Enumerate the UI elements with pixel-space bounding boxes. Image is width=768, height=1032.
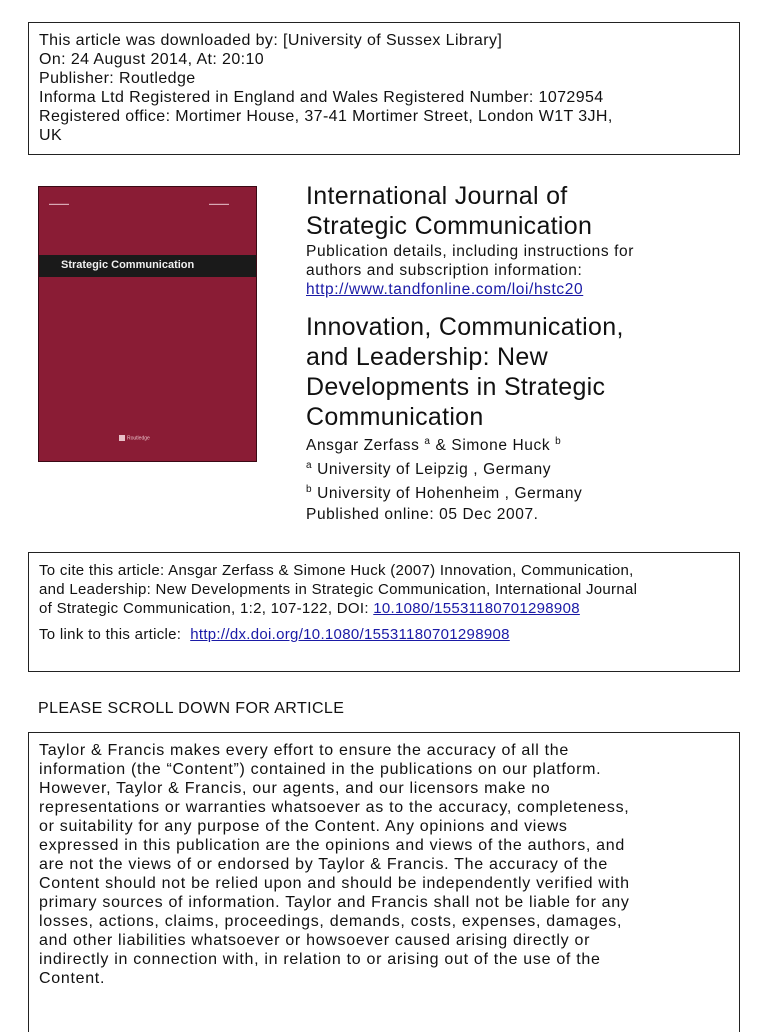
article-doi-url-link[interactable]: http://dx.doi.org/10.1080/15531180701298908 (190, 626, 510, 643)
publication-details-line: authors and subscription information: (306, 262, 583, 279)
affiliation-b (306, 482, 582, 506)
journal-cover-image (38, 186, 257, 462)
doi-link[interactable]: 10.1080/15531180701298908 (373, 600, 580, 617)
disclaimer-line: indirectly in connection with, in relation to or arising out of the use of the (39, 951, 601, 968)
disclaimer-line: and other liabilities whatsoever or howsoever caused arising directly or (39, 932, 591, 949)
journal-title (306, 181, 592, 241)
disclaimer-line: Content. (39, 970, 106, 987)
citation-line: and Leadership: New Developments in Strategic Communication, International Journal (39, 581, 638, 598)
disclaimer-line: Content should not be relied upon and should be independently verified with (39, 875, 630, 892)
download-date-line: On: 24 August 2014, At: 20:10 (39, 51, 265, 68)
disclaimer-line: expressed in this publication are the opinions and views of the authors, and (39, 837, 625, 854)
affiliation-marker: a (306, 460, 313, 471)
disclaimer-line: primary sources of information. Taylor and Francis shall not be liable for any (39, 894, 630, 911)
cover-publisher-logo (119, 435, 150, 441)
cover-publisher-name: Routledge (127, 435, 150, 442)
disclaimer-box (28, 732, 740, 1032)
publication-details (306, 242, 634, 299)
download-notice-box (28, 22, 740, 155)
author-name: Ansgar Zerfass (306, 437, 420, 454)
disclaimer-line: information (the “Content”) contained in the publications on our platform. (39, 761, 602, 778)
article-title-line: Communication (306, 403, 484, 431)
journal-url-link[interactable]: http://www.tandfonline.com/loi/hstc20 (306, 281, 584, 298)
citation-line (39, 599, 729, 618)
scroll-down-notice: PLEASE SCROLL DOWN FOR ARTICLE (38, 700, 345, 717)
disclaimer-line: Taylor & Francis makes every effort to ensure the accuracy of all the (39, 742, 569, 759)
disclaimer-line: However, Taylor & Francis, our agents, and our licensors make no (39, 780, 551, 797)
authors-line (306, 434, 582, 458)
affiliation-text: University of Hohenheim , Germany (317, 485, 583, 502)
citation-box (28, 552, 740, 672)
author-block (306, 434, 582, 524)
citation-text: of Strategic Communication, 1:2, 107-122, DOI: (39, 600, 369, 617)
affiliation-marker: b (306, 484, 313, 495)
disclaimer-line: or suitability for any purpose of the Content. Any opinions and views (39, 818, 568, 835)
affiliation-marker: b (555, 436, 562, 447)
affiliation-a (306, 458, 582, 482)
article-link-label: To link to this article: (39, 626, 182, 643)
registration-line: Informa Ltd Registered in England and Wales Registered Number: 1072954 (39, 89, 604, 106)
registered-office-line-2: UK (39, 127, 63, 144)
citation-line: To cite this article: Ansgar Zerfass & Simone Huck (2007) Innovation, Communication, (39, 562, 634, 579)
article-title-line: Developments in Strategic (306, 373, 606, 401)
article-title-line: and Leadership: New (306, 343, 548, 371)
disclaimer-line: are not the views of or endorsed by Taylor & Francis. The accuracy of the (39, 856, 608, 873)
cover-title: Strategic Communication (61, 259, 195, 271)
author-name: Simone Huck (451, 437, 551, 454)
publication-details-line: Publication details, including instructions for (306, 243, 635, 260)
disclaimer-line: representations or warranties whatsoever as to the accuracy, completeness, (39, 799, 630, 816)
publisher-line: Publisher: Routledge (39, 70, 196, 87)
disclaimer-line: losses, actions, claims, proceedings, demands, costs, expenses, damages, (39, 913, 623, 930)
registered-office-line: Registered office: Mortimer House, 37-41 Mortimer Street, London W1T 3JH, (39, 108, 613, 125)
published-online-date: Published online: 05 Dec 2007. (306, 506, 539, 523)
affiliation-marker: a (424, 436, 431, 447)
cover-fine-print: ▬▬▬▬▬ (209, 201, 229, 206)
cover-title-band (39, 255, 256, 277)
cover-fine-print: ▬▬▬▬▬ (49, 201, 69, 206)
publisher-logo-icon (119, 435, 125, 441)
journal-title-line: Strategic Communication (306, 212, 593, 240)
article-link-line (39, 625, 729, 644)
article-title-line: Innovation, Communication, (306, 313, 624, 341)
affiliation-text: University of Leipzig , Germany (317, 461, 552, 478)
author-separator: & (435, 437, 447, 454)
article-title (306, 312, 624, 432)
download-line: This article was downloaded by: [University of Sussex Library] (39, 32, 503, 49)
journal-title-line: International Journal of (306, 182, 568, 210)
